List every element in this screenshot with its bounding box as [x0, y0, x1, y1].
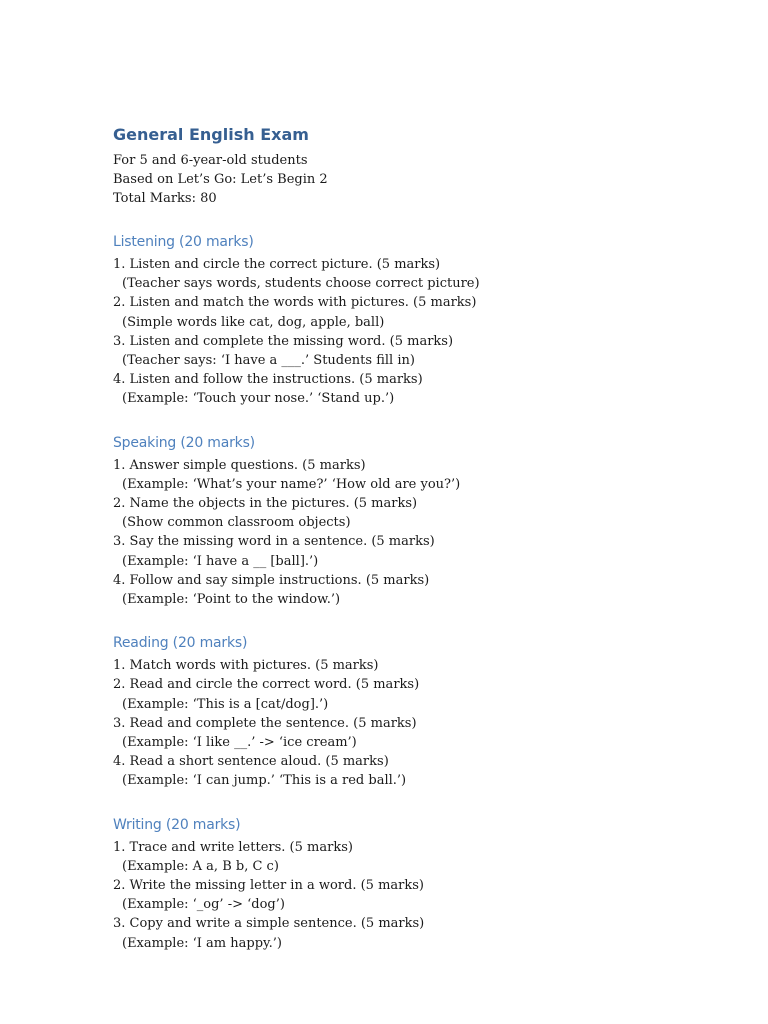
section-heading-reading: Reading (20 marks): [113, 635, 248, 652]
item-note: (Example: ‘This is a [cat/dog].’): [122, 696, 329, 712]
list-item: 4. Follow and say simple instructions. (5 marks): [113, 572, 430, 588]
item-note: (Example: ‘What’s your name?’ ‘How old are you?’): [122, 476, 461, 492]
item-note: (Show common classroom objects): [122, 515, 351, 531]
audience-line: For 5 and 6-year-old students: [113, 153, 308, 168]
list-item: 3. Listen and complete the missing word. (5 marks): [113, 333, 454, 349]
list-item: 2. Read and circle the correct word. (5 marks): [113, 677, 420, 693]
item-note: (Example: ‘I am happy.’): [122, 935, 282, 951]
document-page: [113, 124, 733, 953]
list-item: 2. Listen and match the words with pictures. (5 marks): [113, 295, 477, 311]
item-note: (Simple words like cat, dog, apple, ball): [122, 314, 385, 330]
item-note: (Example: ‘Point to the window.’): [122, 592, 341, 608]
list-item: 1. Listen and circle the correct picture. (5 marks): [113, 257, 441, 272]
list-item: 2. Name the objects in the pictures. (5 marks): [113, 496, 418, 512]
item-note: (Example: ‘Touch your nose.’ ‘Stand up.’): [122, 391, 395, 407]
list-item: 1. Match words with pictures. (5 marks): [113, 658, 379, 674]
item-note: (Example: ‘_og’ -> ‘dog’): [122, 897, 285, 913]
writing-section: [113, 815, 733, 953]
list-item: 1. Answer simple questions. (5 marks): [113, 457, 366, 473]
list-item: 3. Read and complete the sentence. (5 marks): [113, 715, 417, 731]
list-item: 2. Write the missing letter in a word. (5 marks): [113, 878, 424, 894]
listening-section: [113, 232, 733, 409]
item-note: (Teacher says: ‘I have a ___.’ Students fill in): [122, 353, 415, 369]
section-heading-writing: Writing (20 marks): [113, 816, 241, 833]
reading-section: [113, 633, 733, 790]
list-item: 4. Listen and follow the instructions. (5 marks): [113, 372, 423, 388]
page-title: General English Exam: [113, 125, 309, 144]
total-marks-line: Total Marks: 80: [113, 191, 217, 206]
item-note: (Example: ‘I like __.’ -> ‘ice cream’): [122, 735, 357, 751]
source-line: Based on Let’s Go: Let’s Begin 2: [113, 172, 328, 187]
item-note: (Example: ‘I have a __ [ball].’): [122, 553, 319, 569]
section-heading-listening: Listening (20 marks): [113, 234, 254, 250]
section-heading-speaking: Speaking (20 marks): [113, 434, 255, 451]
speaking-section: [113, 433, 733, 610]
item-note: (Teacher says words, students choose correct picture): [122, 276, 480, 292]
list-item: 3. Copy and write a simple sentence. (5 marks): [113, 916, 425, 932]
list-item: 1. Trace and write letters. (5 marks): [113, 839, 353, 855]
item-note: (Example: A a, B b, C c): [122, 858, 279, 874]
list-item: 3. Say the missing word in a sentence. (5 marks): [113, 534, 435, 550]
item-note: (Example: ‘I can jump.’ ‘This is a red ball.’): [122, 773, 407, 789]
list-item: 4. Read a short sentence aloud. (5 marks): [113, 754, 389, 770]
